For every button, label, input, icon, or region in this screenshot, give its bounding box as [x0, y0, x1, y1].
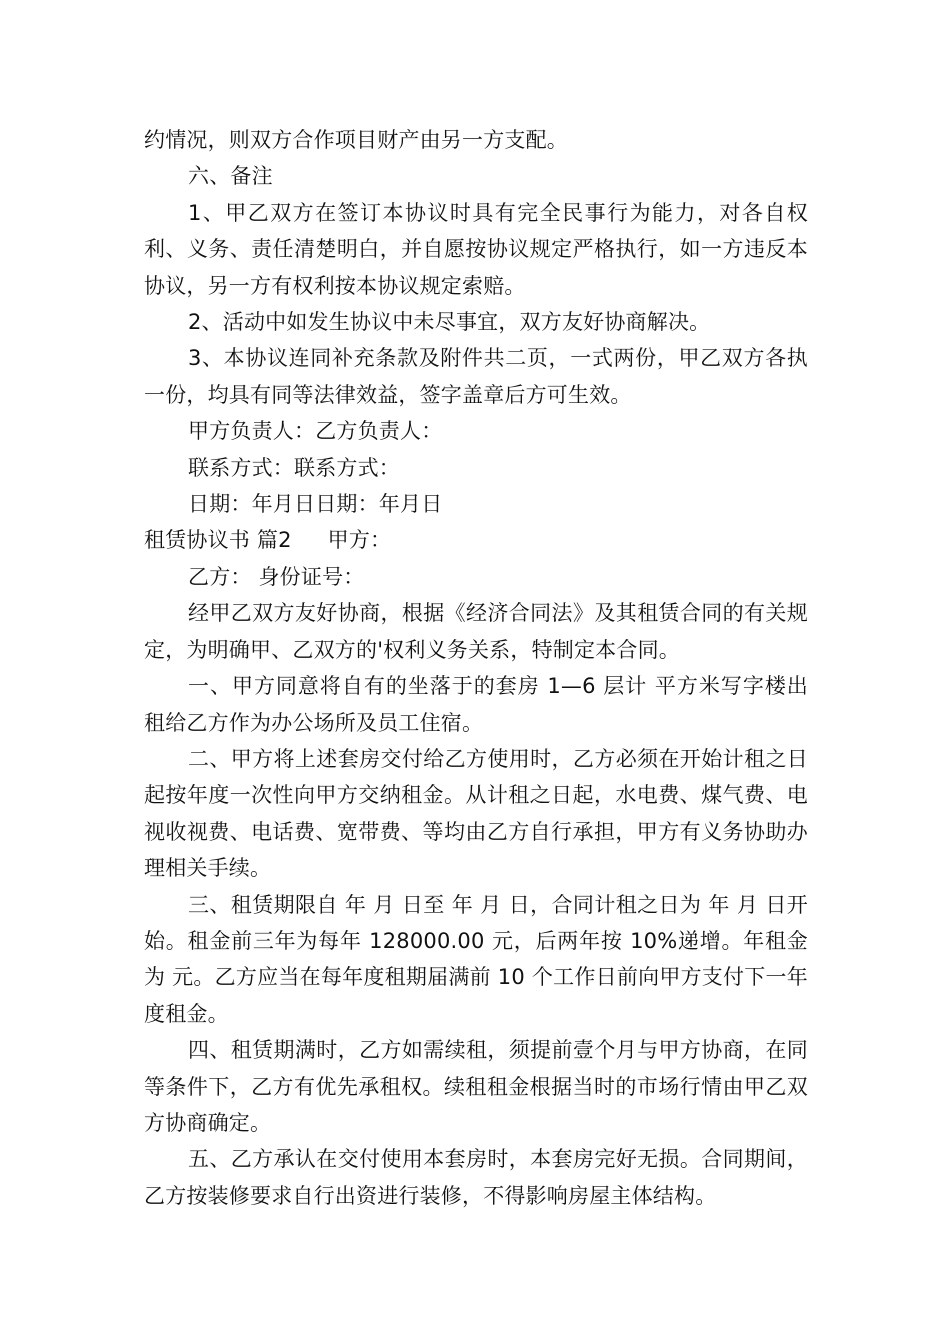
- clause-3: 三、租赁期限自 年 月 日至 年 月 日，合同计租之日为 年 月 日开始。租金前三年为每年 128000.00 元，后两年按 10%递增。年租金为 元。乙方应当在每年度租期届满前 10 个工作日前向甲方支付下一年度租金。: [144, 892, 808, 1026]
- party-b-line: 乙方： 身份证号：: [188, 564, 365, 589]
- signature-responsible: 甲方负责人：乙方负责人：: [188, 419, 443, 444]
- party-a-label: 甲方：: [327, 528, 392, 553]
- agreement-heading-line: [144, 522, 808, 558]
- clause-5: 五、乙方承认在交付使用本套房时，本套房完好无损。合同期间，乙方按装修要求自行出资进行装修，不得影响房屋主体结构。: [144, 1147, 808, 1208]
- remark-item-1: 1、甲乙双方在签订本协议时具有完全民事行为能力，对各自权利、义务、责任清楚明白，并自愿按协议规定严格执行，如一方违反本协议，另一方有权利按本协议规定索赔。: [144, 200, 808, 298]
- clause-4: 四、租赁期满时，乙方如需续租，须提前壹个月与甲方协商，在同等条件下，乙方有优先承租权。续租租金根据当时的市场行情由甲乙双方协商确定。: [144, 1038, 808, 1135]
- clause-1: 一、甲方同意将自有的坐落于的套房 1—6 层计 平方米写字楼出租给乙方作为办公场所及员工住宿。: [144, 674, 808, 735]
- clause-2: 二、甲方将上述套房交付给乙方使用时，乙方必须在开始计租之日起按年度一次性向甲方交纳租金。从计租之日起，水电费、煤气费、电视收视费、电话费、宽带费、等均由乙方自行承担，甲方有义务协助办理相关手续。: [144, 746, 808, 881]
- document-page: [144, 122, 808, 1214]
- agreement-title: 租赁协议书 篇2: [144, 528, 292, 553]
- signature-date: 日期：年月日日期：年月日: [188, 492, 443, 517]
- remark-item-2: 2、活动中如发生协议中未尽事宜，双方友好协商解决。: [188, 310, 711, 335]
- section-heading-remarks: 六、备注: [188, 164, 273, 189]
- remark-item-3: 3、本协议连同补充条款及附件共二页，一式两份，甲乙双方各执一份，均具有同等法律效益，签字盖章后方可生效。: [144, 346, 808, 407]
- signature-contact: 联系方式：联系方式：: [188, 455, 400, 480]
- preamble-paragraph: 经甲乙双方友好协商，根据《经济合同法》及其租赁合同的有关规定，为明确甲、乙双方的'权利义务关系，特制定本合同。: [144, 601, 808, 662]
- paragraph-continuation: 约情况，则双方合作项目财产由另一方支配。: [144, 128, 568, 152]
